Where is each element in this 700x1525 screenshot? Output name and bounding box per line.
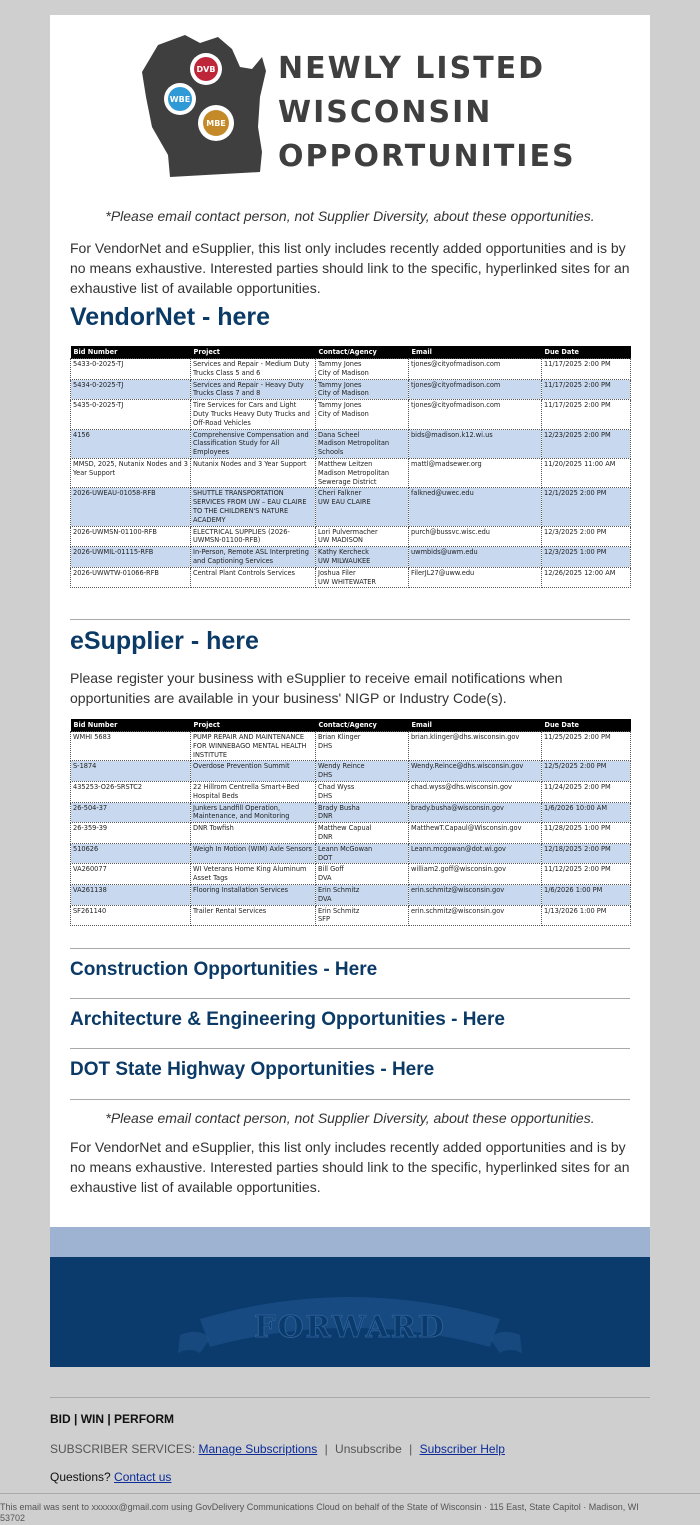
vendornet-email-cell[interactable]: purch@bussvc.wisc.edu: [409, 526, 542, 547]
table-row: [71, 781, 631, 802]
vendornet-bid-number-cell: 2026-UWMSN-01100-RFB: [71, 526, 191, 547]
esupplier-project-cell: Overdose Prevention Summit: [191, 761, 316, 782]
esupplier-email-cell[interactable]: erin.schmitz@wisconsin.gov: [409, 905, 542, 926]
vendornet-contact-agency-cell: Cheri Falkner UW EAU CLAIRE: [316, 488, 409, 526]
table-row: [71, 429, 631, 458]
vendornet-bid-number-cell: 5433-0-2025-TJ: [71, 359, 191, 380]
esupplier-header: Contact/Agency: [316, 719, 409, 732]
vendornet-project-cell: ELECTRICAL SUPPLIES (2026-UWMSN-01100-RFB): [191, 526, 316, 547]
esupplier-contact-agency-cell: Bill Goff DVA: [316, 864, 409, 885]
divider: [50, 1397, 650, 1398]
esupplier-due-date-cell: 11/12/2025 2:00 PM: [542, 864, 631, 885]
vendornet-email-cell[interactable]: FilerJL27@uww.edu: [409, 567, 542, 588]
vendornet-due-date-cell: 12/1/2025 2:00 PM: [542, 488, 631, 526]
vendornet-due-date-cell: 11/17/2025 2:00 PM: [542, 379, 631, 400]
esupplier-header: Email: [409, 719, 542, 732]
esupplier-project-cell: PUMP REPAIR AND MAINTENANCE FOR WINNEBAGO MENTAL HEALTH INSTITUTE: [191, 732, 316, 761]
vendornet-table-wrap: [70, 346, 630, 588]
vendornet-project-cell: SHUTTLE TRANSPORTATION SERVICES FROM UW – EAU CLAIRE TO THE CHILDREN'S NATURE ACADEMY: [191, 488, 316, 526]
vendornet-bid-number-cell: 5434-0-2025-TJ: [71, 379, 191, 400]
vendornet-contact-agency-cell: Matthew Leitzen Madison Metropolitan Sewerage District: [316, 458, 409, 487]
esupplier-bid-number-cell: 435253-O26-SRSTC2: [71, 781, 191, 802]
vendornet-table: [70, 346, 631, 588]
divider: [70, 998, 630, 999]
divider: [70, 948, 630, 949]
vendornet-project-cell: Comprehensive Compensation and Classification Study for All Employees: [191, 429, 316, 458]
vendornet-email-cell[interactable]: tjones@cityofmadison.com: [409, 359, 542, 380]
logo-line-1: NEWLY LISTED: [278, 51, 546, 86]
vendornet-email-cell[interactable]: tjones@cityofmadison.com: [409, 400, 542, 429]
architecture-engineering-link[interactable]: Architecture & Engineering Opportunities - Here: [70, 1009, 505, 1030]
construction-link[interactable]: Construction Opportunities - Here: [70, 959, 378, 980]
vendornet-email-cell[interactable]: uwmbids@uwm.edu: [409, 547, 542, 568]
logo-line-2: WISCONSIN: [278, 95, 493, 130]
esupplier-email-cell[interactable]: erin.schmitz@wisconsin.gov: [409, 884, 542, 905]
vendornet-header: Email: [409, 346, 542, 359]
vendornet-email-cell[interactable]: bids@madison.k12.wi.us: [409, 429, 542, 458]
esupplier-paragraph: Please register your business with eSupplier to receive email notifications when opportunities are available in your business' NIGP or Industry Code(s).: [70, 670, 563, 706]
vendornet-bid-number-cell: 5435-0-2025-TJ: [71, 400, 191, 429]
table-row: [71, 400, 631, 429]
esupplier-project-cell: WI Veterans Home King Aluminum Asset Tags: [191, 864, 316, 885]
esupplier-due-date-cell: 12/5/2025 2:00 PM: [542, 761, 631, 782]
outro-note: *Please email contact person, not Supplier Diversity, about these opportunities.: [105, 1110, 595, 1126]
vendornet-due-date-cell: 12/3/2025 1:00 PM: [542, 547, 631, 568]
tagline: BID | WIN | PERFORM: [50, 1412, 175, 1426]
wisconsin-map-icon: [140, 27, 275, 187]
esupplier-table: [70, 719, 631, 926]
badge-mbe: MBE: [206, 119, 226, 128]
vendornet-bid-number-cell: MMSD, 2025, Nutanix Nodes and 3 Year Support: [71, 458, 191, 487]
forward-ribbon-icon: [50, 1257, 650, 1367]
vendornet-contact-agency-cell: Tammy Jones City of Madison: [316, 400, 409, 429]
table-row: [71, 379, 631, 400]
table-row: [71, 864, 631, 885]
vendornet-contact-agency-cell: Kathy Kercheck UW MILWAUKEE: [316, 547, 409, 568]
vendornet-bid-number-cell: 2026-UWMIL-01115-RFB: [71, 547, 191, 568]
esupplier-contact-agency-cell: Erin Schmitz SFP: [316, 905, 409, 926]
vendornet-contact-agency-cell: Joshua Filer UW WHITEWATER: [316, 567, 409, 588]
esupplier-contact-agency-cell: Erin Schmitz DVA: [316, 884, 409, 905]
vendornet-header: Due Date: [542, 346, 631, 359]
table-row: [71, 458, 631, 487]
vendornet-due-date-cell: 11/17/2025 2:00 PM: [542, 400, 631, 429]
esupplier-email-cell[interactable]: brady.busha@wisconsin.gov: [409, 802, 542, 823]
separator: |: [324, 1442, 328, 1456]
table-row: [71, 547, 631, 568]
esupplier-link[interactable]: eSupplier - here: [70, 627, 259, 655]
contact-us-link[interactable]: Contact us: [114, 1470, 172, 1484]
logo: [140, 27, 576, 187]
vendornet-contact-agency-cell: Tammy Jones City of Madison: [316, 359, 409, 380]
esupplier-bid-number-cell: VA260077: [71, 864, 191, 885]
vendornet-project-cell: Nutanix Nodes and 3 Year Support: [191, 458, 316, 487]
vendornet-link[interactable]: VendorNet - here: [70, 303, 271, 331]
esupplier-header: Bid Number: [71, 719, 191, 732]
esupplier-contact-agency-cell: Brian Klinger DHS: [316, 732, 409, 761]
outro-paragraph: For VendorNet and eSupplier, this list only includes recently added opportunities and is by no means exhaustive. Interested parties should link to the specific, hyperlinked sites for an exhaustive list of available opportunities.: [70, 1139, 630, 1195]
esupplier-project-cell: DNR Towfish: [191, 823, 316, 844]
vendornet-project-cell: Central Plant Controls Services: [191, 567, 316, 588]
vendornet-bid-number-cell: 2026-UWWTW-01066-RFB: [71, 567, 191, 588]
vendornet-header: Project: [191, 346, 316, 359]
esupplier-contact-agency-cell: Chad Wyss DHS: [316, 781, 409, 802]
logo-line-3: OPPORTUNITIES: [278, 139, 576, 174]
esupplier-email-cell[interactable]: MatthewT.Capaul@Wisconsin.gov: [409, 823, 542, 844]
table-row: [71, 488, 631, 526]
table-row: [71, 359, 631, 380]
table-row: [71, 802, 631, 823]
vendornet-contact-agency-cell: Lori Pulvermacher UW MADISON: [316, 526, 409, 547]
intro-note: *Please email contact person, not Supplier Diversity, about these opportunities.: [105, 208, 595, 224]
esupplier-project-cell: Trailer Rental Services: [191, 905, 316, 926]
divider: [70, 1099, 630, 1100]
subscriber-services: [50, 1442, 505, 1456]
unsubscribe-link[interactable]: Unsubscribe: [335, 1442, 402, 1456]
esupplier-bid-number-cell: 26-504-37: [71, 802, 191, 823]
badge-dvb: DVB: [196, 65, 216, 74]
vendornet-contact-agency-cell: Tammy Jones City of Madison: [316, 379, 409, 400]
table-row: [71, 526, 631, 547]
esupplier-bid-number-cell: 26-359-39: [71, 823, 191, 844]
esupplier-project-cell: Junkers Landfill Operation, Maintenance, and Monitoring: [191, 802, 316, 823]
vendornet-project-cell: In-Person, Remote ASL Interpreting and Captioning Services: [191, 547, 316, 568]
esupplier-email-cell[interactable]: Leann.mcgowan@dot.wi.gov: [409, 843, 542, 864]
esupplier-project-cell: Weigh In Motion (WIM) Axle Sensors: [191, 843, 316, 864]
vendornet-bid-number-cell: 2026-UWEAU-01058-RFB: [71, 488, 191, 526]
esupplier-table-wrap: [70, 719, 630, 926]
divider: [0, 1493, 700, 1494]
vendornet-project-cell: Tire Services for Cars and Light Duty Trucks Heavy Duty Trucks and Off-Road Vehicles: [191, 400, 316, 429]
table-row: [71, 823, 631, 844]
esupplier-email-cell[interactable]: chad.wyss@dhs.wisconsin.gov: [409, 781, 542, 802]
table-row: [71, 761, 631, 782]
esupplier-bid-number-cell: S-1874: [71, 761, 191, 782]
vendornet-due-date-cell: 12/3/2025 2:00 PM: [542, 526, 631, 547]
esupplier-contact-agency-cell: Wendy Reince DHS: [316, 761, 409, 782]
badge-wbe: WBE: [169, 95, 191, 104]
esupplier-due-date-cell: 1/6/2026 1:00 PM: [542, 884, 631, 905]
legal-notice: This email was sent to xxxxxx@gmail.com using GovDelivery Communications Cloud on behalf of the State of Wisconsin · 115 East, State Capitol · Madison, WI 53702: [0, 1502, 639, 1523]
vendornet-header: Contact/Agency: [316, 346, 409, 359]
table-row: [71, 843, 631, 864]
vendornet-due-date-cell: 11/17/2025 2:00 PM: [542, 359, 631, 380]
esupplier-due-date-cell: 11/25/2025 2:00 PM: [542, 732, 631, 761]
vendornet-email-cell[interactable]: tjones@cityofmadison.com: [409, 379, 542, 400]
footer-banner: [50, 1257, 650, 1367]
divider: [70, 1048, 630, 1049]
vendornet-due-date-cell: 12/23/2025 2:00 PM: [542, 429, 631, 458]
esupplier-bid-number-cell: VA261138: [71, 884, 191, 905]
table-row: [71, 732, 631, 761]
questions-label: Questions?: [50, 1470, 111, 1484]
vendornet-header: Bid Number: [71, 346, 191, 359]
esupplier-project-cell: 22 Hillrom Centrella Smart+Bed Hospital Beds: [191, 781, 316, 802]
separator: |: [409, 1442, 413, 1456]
esupplier-due-date-cell: 1/6/2026 10:00 AM: [542, 802, 631, 823]
vendornet-project-cell: Services and Repair - Heavy Duty Trucks Class 7 and 8: [191, 379, 316, 400]
esupplier-contact-agency-cell: Leann McGowan DOT: [316, 843, 409, 864]
forward-word: FORWARD: [254, 1310, 446, 1345]
vendornet-email-cell[interactable]: falkned@uwec.edu: [409, 488, 542, 526]
table-row: [71, 884, 631, 905]
vendornet-due-date-cell: 11/20/2025 11:00 AM: [542, 458, 631, 487]
esupplier-email-cell[interactable]: william2.goff@wisconsin.gov: [409, 864, 542, 885]
vendornet-project-cell: Services and Repair - Medium Duty Trucks Class 5 and 6: [191, 359, 316, 380]
esupplier-bid-number-cell: WMHI 5683: [71, 732, 191, 761]
esupplier-bid-number-cell: 510626: [71, 843, 191, 864]
intro-paragraph: For VendorNet and eSupplier, this list only includes recently added opportunities and is by no means exhaustive. Interested parties should link to the specific, hyperlinked sites for an exhaustive list of available opportunities.: [70, 240, 630, 296]
esupplier-due-date-cell: 12/18/2025 2:00 PM: [542, 843, 631, 864]
vendornet-contact-agency-cell: Dana Scheel Madison Metropolitan Schools: [316, 429, 409, 458]
esupplier-email-cell[interactable]: brian.klinger@dhs.wisconsin.gov: [409, 732, 542, 761]
esupplier-due-date-cell: 1/13/2026 1:00 PM: [542, 905, 631, 926]
manage-subscriptions-link[interactable]: Manage Subscriptions: [198, 1442, 318, 1456]
esupplier-contact-agency-cell: Matthew Capual DNR: [316, 823, 409, 844]
vendornet-due-date-cell: 12/26/2025 12:00 AM: [542, 567, 631, 588]
subscriber-help-link[interactable]: Subscriber Help: [419, 1442, 505, 1456]
esupplier-project-cell: Flooring Installation Services: [191, 884, 316, 905]
esupplier-bid-number-cell: SF261140: [71, 905, 191, 926]
esupplier-contact-agency-cell: Brady Busha DNR: [316, 802, 409, 823]
dot-highway-link[interactable]: DOT State Highway Opportunities - Here: [70, 1059, 435, 1080]
esupplier-header: Project: [191, 719, 316, 732]
questions: [50, 1470, 171, 1484]
vendornet-email-cell[interactable]: mattl@madsewer.org: [409, 458, 542, 487]
table-row: [71, 567, 631, 588]
esupplier-due-date-cell: 11/28/2025 1:00 PM: [542, 823, 631, 844]
esupplier-header: Due Date: [542, 719, 631, 732]
subscriber-label: SUBSCRIBER SERVICES:: [50, 1442, 196, 1456]
esupplier-due-date-cell: 11/24/2025 2:00 PM: [542, 781, 631, 802]
vendornet-bid-number-cell: 4156: [71, 429, 191, 458]
esupplier-email-cell[interactable]: Wendy.Reince@dhs.wisconsin.gov: [409, 761, 542, 782]
email-card: [50, 15, 650, 1367]
divider: [70, 619, 630, 620]
table-row: [71, 905, 631, 926]
footer-band: [50, 1227, 650, 1257]
